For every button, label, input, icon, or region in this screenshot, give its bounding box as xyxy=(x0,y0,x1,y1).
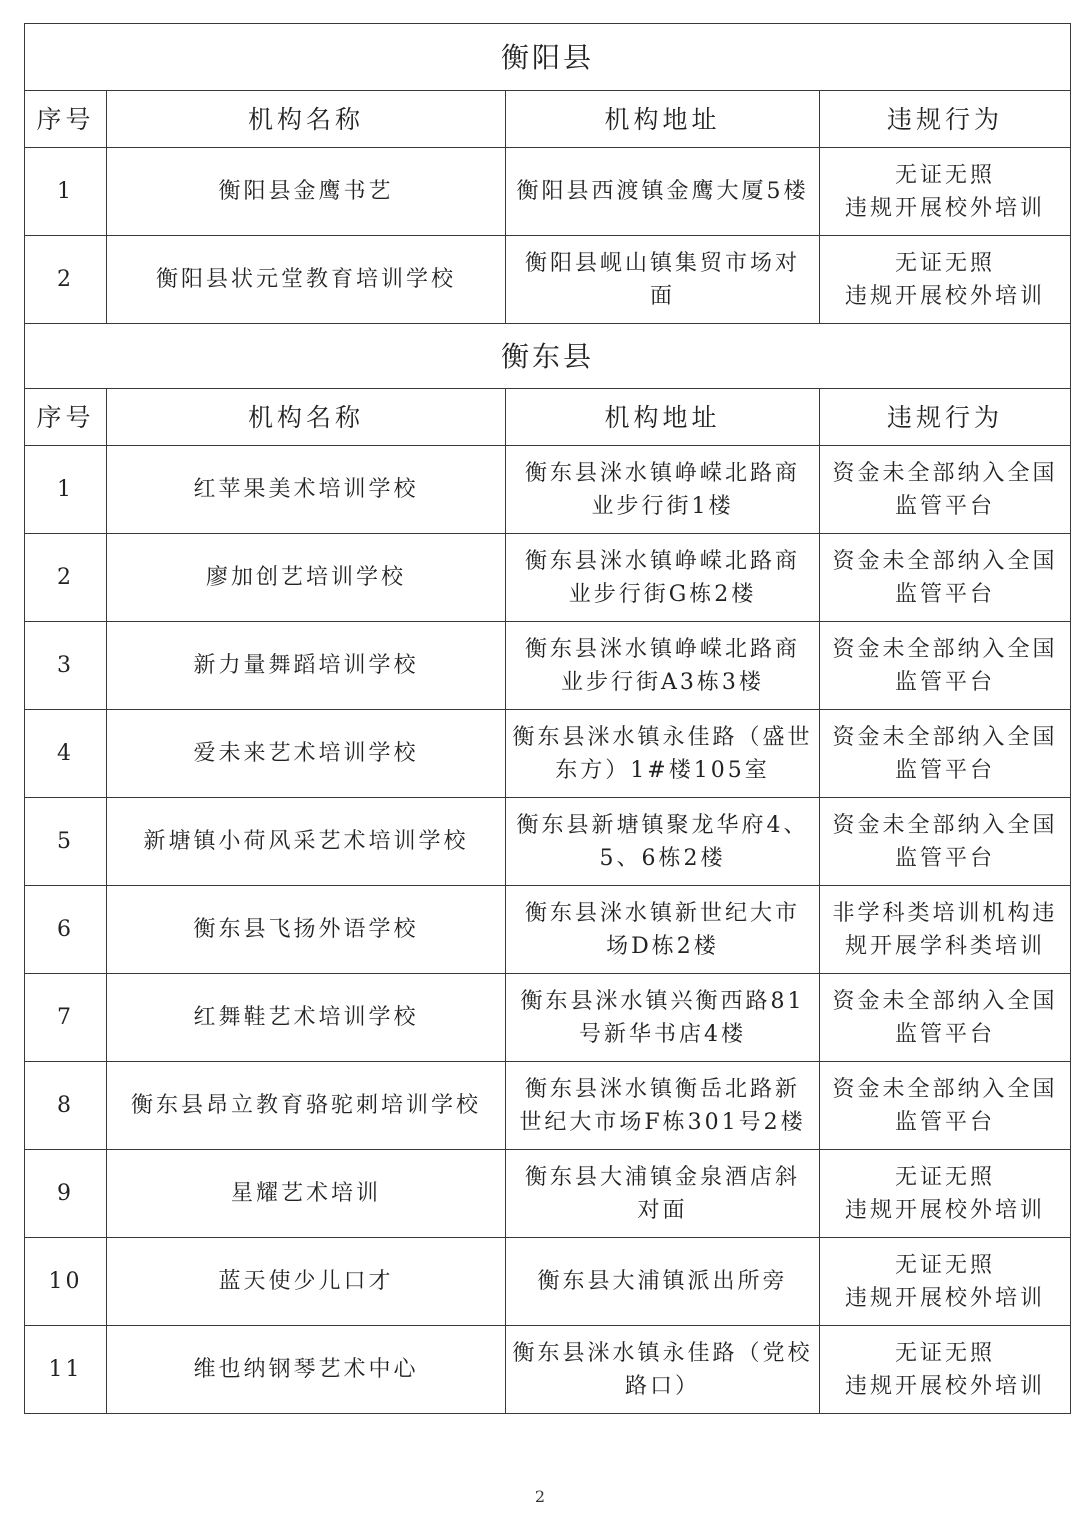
institution-address-cell xyxy=(506,1326,820,1414)
institution-name-cell: 爱未来艺术培训学校 xyxy=(107,710,506,798)
violation-line: 违规开展校外培训 xyxy=(845,195,1046,221)
table-row xyxy=(25,236,1071,324)
violation-cell xyxy=(820,974,1071,1062)
violation-line: 无证无照 xyxy=(895,1340,996,1366)
address-line: 东方）1#楼105室 xyxy=(555,757,770,783)
violation-cell xyxy=(820,886,1071,974)
serial-number-cell: 1 xyxy=(25,148,107,236)
violation-cell xyxy=(820,1238,1071,1326)
address-line: 业步行街1楼 xyxy=(591,493,734,519)
address-line: 衡东县洣水镇兴衡西路81 xyxy=(520,988,805,1014)
address-line: 衡东县洣水镇峥嵘北路商 xyxy=(524,636,800,662)
address-line: 衡阳县西渡镇金鹰大厦5楼 xyxy=(516,179,809,204)
violation-cell xyxy=(820,534,1071,622)
institution-address-cell xyxy=(506,534,820,622)
header-institution-name: 机构名称 xyxy=(107,91,506,148)
institution-name-cell: 衡阳县状元堂教育培训学校 xyxy=(107,236,506,324)
table-row xyxy=(25,534,1071,622)
institution-address-cell xyxy=(506,886,820,974)
violation-line: 资金未全部纳入全国 xyxy=(832,812,1058,838)
address-line: 衡东县洣水镇衡岳北路新 xyxy=(524,1076,800,1102)
violation-line: 非学科类培训机构违 xyxy=(832,900,1058,926)
page-number: 2 xyxy=(534,1487,546,1506)
institution-address-cell xyxy=(506,1150,820,1238)
violation-line: 资金未全部纳入全国 xyxy=(832,724,1058,750)
column-header-row xyxy=(25,389,1071,446)
header-institution-name: 机构名称 xyxy=(107,389,506,446)
violation-line: 资金未全部纳入全国 xyxy=(832,636,1058,662)
table-row xyxy=(25,974,1071,1062)
violation-cell xyxy=(820,1150,1071,1238)
violation-line: 无证无照 xyxy=(895,162,996,188)
institution-address-cell xyxy=(506,446,820,534)
violations-table xyxy=(24,23,1071,1414)
address-line: 衡东县洣水镇永佳路（党校 xyxy=(512,1340,813,1366)
table-row xyxy=(25,1326,1071,1414)
violation-line: 违规开展校外培训 xyxy=(845,1373,1046,1399)
column-header-row xyxy=(25,91,1071,148)
violation-cell xyxy=(820,1326,1071,1414)
serial-number-cell: 3 xyxy=(25,622,107,710)
table-row xyxy=(25,1062,1071,1150)
address-line: 衡东县洣水镇峥嵘北路商 xyxy=(524,548,800,574)
institution-address-cell xyxy=(506,1238,820,1326)
table-row xyxy=(25,622,1071,710)
institution-address-cell xyxy=(506,622,820,710)
violation-line: 监管平台 xyxy=(895,757,996,783)
address-line: 业步行街A3栋3楼 xyxy=(561,669,764,695)
serial-number-cell: 5 xyxy=(25,798,107,886)
institution-name-cell: 星耀艺术培训 xyxy=(107,1150,506,1238)
violation-line: 无证无照 xyxy=(895,250,996,276)
address-line: 业步行街G栋2楼 xyxy=(568,581,757,607)
institution-name-cell: 维也纳钢琴艺术中心 xyxy=(107,1326,506,1414)
institution-address-cell xyxy=(506,236,820,324)
table-row xyxy=(25,1150,1071,1238)
header-serial-number: 序号 xyxy=(25,91,107,148)
violation-cell xyxy=(820,236,1071,324)
address-line: 衡东县大浦镇派出所旁 xyxy=(537,1269,788,1294)
address-line: 世纪大市场F栋301号2楼 xyxy=(519,1109,806,1135)
section-title: 衡东县 xyxy=(25,324,1071,389)
institution-address-cell xyxy=(506,148,820,236)
address-line: 衡阳县岘山镇集贸市场对 xyxy=(524,250,800,276)
address-line: 衡东县大浦镇金泉酒店斜 xyxy=(524,1164,800,1190)
violation-cell xyxy=(820,622,1071,710)
violation-cell xyxy=(820,148,1071,236)
section-title: 衡阳县 xyxy=(25,24,1071,91)
address-line: 场D栋2楼 xyxy=(606,933,719,959)
violation-line: 监管平台 xyxy=(895,493,996,519)
address-line: 号新华书店4楼 xyxy=(579,1021,746,1047)
institution-name-cell: 蓝天使少儿口才 xyxy=(107,1238,506,1326)
violation-line: 监管平台 xyxy=(895,1021,996,1047)
address-line: 衡东县洣水镇峥嵘北路商 xyxy=(524,460,800,486)
institution-name-cell: 红苹果美术培训学校 xyxy=(107,446,506,534)
institution-name-cell: 廖加创艺培训学校 xyxy=(107,534,506,622)
serial-number-cell: 2 xyxy=(25,534,107,622)
institution-name-cell: 衡阳县金鹰书艺 xyxy=(107,148,506,236)
serial-number-cell: 4 xyxy=(25,710,107,798)
serial-number-cell: 2 xyxy=(25,236,107,324)
section-title-row xyxy=(25,24,1071,91)
table-body xyxy=(25,24,1071,1414)
header-violation: 违规行为 xyxy=(820,91,1071,148)
serial-number-cell: 6 xyxy=(25,886,107,974)
serial-number-cell: 8 xyxy=(25,1062,107,1150)
table-row xyxy=(25,1238,1071,1326)
header-violation: 违规行为 xyxy=(820,389,1071,446)
institution-address-cell xyxy=(506,710,820,798)
address-line: 面 xyxy=(649,283,675,309)
address-line: 衡东县洣水镇新世纪大市 xyxy=(524,900,800,926)
address-line: 对面 xyxy=(637,1197,688,1223)
institution-name-cell: 衡东县飞扬外语学校 xyxy=(107,886,506,974)
violation-line: 规开展学科类培训 xyxy=(845,933,1046,959)
table-row xyxy=(25,886,1071,974)
table-row xyxy=(25,148,1071,236)
institution-address-cell xyxy=(506,974,820,1062)
violation-line: 无证无照 xyxy=(895,1164,996,1190)
violation-line: 违规开展校外培训 xyxy=(845,1197,1046,1223)
violation-line: 监管平台 xyxy=(895,581,996,607)
institution-name-cell: 红舞鞋艺术培训学校 xyxy=(107,974,506,1062)
violation-line: 监管平台 xyxy=(895,669,996,695)
violation-line: 资金未全部纳入全国 xyxy=(832,1076,1058,1102)
header-institution-address: 机构地址 xyxy=(506,91,820,148)
violation-line: 监管平台 xyxy=(895,845,996,871)
institution-name-cell: 新力量舞蹈培训学校 xyxy=(107,622,506,710)
violation-line: 资金未全部纳入全国 xyxy=(832,548,1058,574)
violation-line: 监管平台 xyxy=(895,1109,996,1135)
serial-number-cell: 11 xyxy=(25,1326,107,1414)
institution-name-cell: 衡东县昂立教育骆驼刺培训学校 xyxy=(107,1062,506,1150)
violation-line: 违规开展校外培训 xyxy=(845,1285,1046,1311)
section-title-row xyxy=(25,324,1071,389)
table-row xyxy=(25,446,1071,534)
institution-address-cell xyxy=(506,1062,820,1150)
address-line: 衡东县洣水镇永佳路（盛世 xyxy=(512,724,813,750)
serial-number-cell: 7 xyxy=(25,974,107,1062)
violation-cell xyxy=(820,1062,1071,1150)
institution-address-cell xyxy=(506,798,820,886)
table-row xyxy=(25,798,1071,886)
violation-cell xyxy=(820,710,1071,798)
institution-name-cell: 新塘镇小荷风采艺术培训学校 xyxy=(107,798,506,886)
address-line: 衡东县新塘镇聚龙华府4、 xyxy=(516,812,809,838)
violation-line: 资金未全部纳入全国 xyxy=(832,460,1058,486)
serial-number-cell: 10 xyxy=(25,1238,107,1326)
violation-line: 违规开展校外培训 xyxy=(845,283,1046,309)
serial-number-cell: 9 xyxy=(25,1150,107,1238)
violation-line: 无证无照 xyxy=(895,1252,996,1278)
violation-cell xyxy=(820,446,1071,534)
header-serial-number: 序号 xyxy=(25,389,107,446)
violation-cell xyxy=(820,798,1071,886)
address-line: 路口） xyxy=(624,1373,700,1399)
violation-line: 资金未全部纳入全国 xyxy=(832,988,1058,1014)
table-row xyxy=(25,710,1071,798)
header-institution-address: 机构地址 xyxy=(506,389,820,446)
serial-number-cell: 1 xyxy=(25,446,107,534)
address-line: 5、6栋2楼 xyxy=(599,845,726,871)
